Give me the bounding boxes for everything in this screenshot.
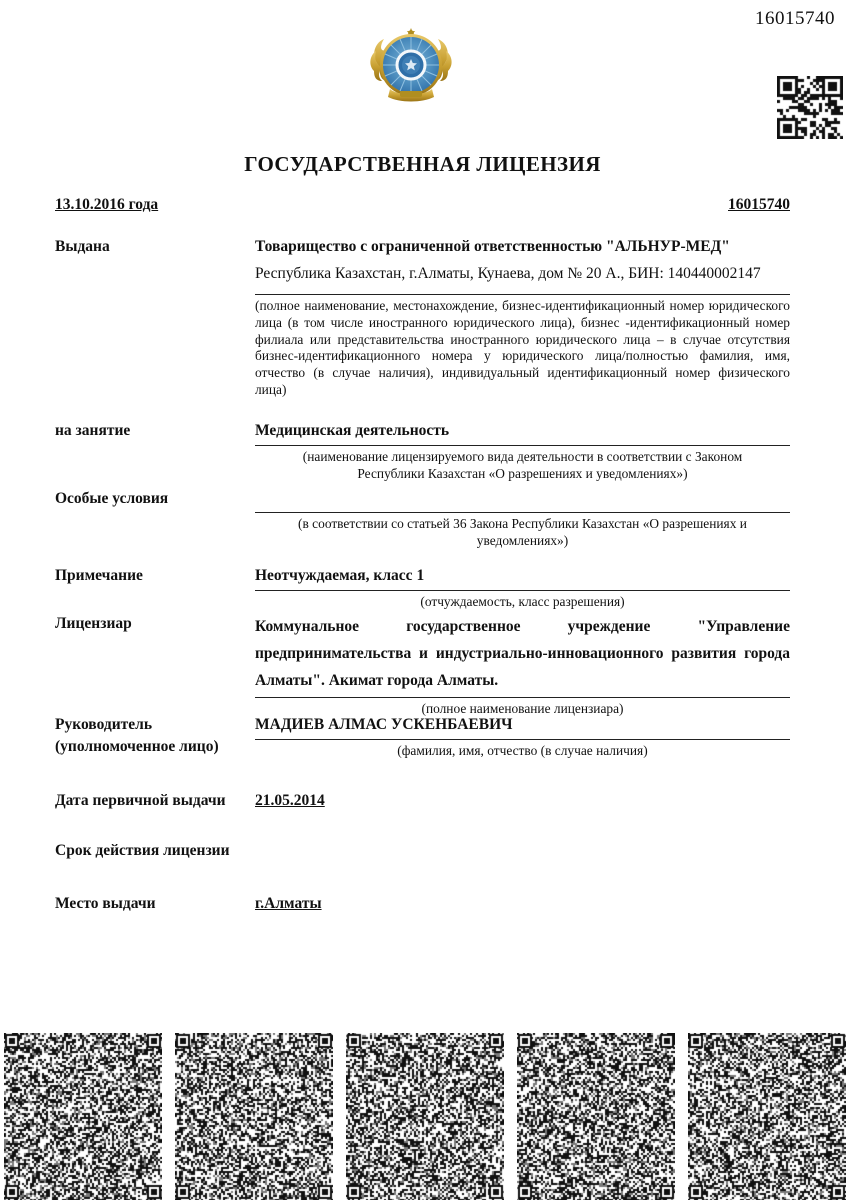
barcode-block bbox=[346, 1033, 504, 1200]
divider-line bbox=[255, 590, 790, 591]
kazakhstan-coat-of-arms-icon bbox=[364, 27, 458, 116]
barcode-block bbox=[517, 1033, 675, 1200]
divider-line bbox=[255, 294, 790, 295]
field-remark-label: Примечание bbox=[55, 567, 143, 584]
field-remark-note: (отчуждаемость, класс разрешения) bbox=[420, 594, 625, 609]
divider-line bbox=[255, 697, 790, 698]
document-title: ГОСУДАРСТВЕННАЯ ЛИЦЕНЗИЯ bbox=[244, 152, 601, 176]
field-licensor-note: (полное наименование лицензиара) bbox=[421, 701, 624, 716]
special-conditions-value bbox=[255, 488, 790, 512]
field-activity-label: на занятие bbox=[55, 422, 131, 439]
field-first-issue-date-label: Дата первичной выдачи bbox=[55, 792, 226, 809]
field-issued-to-label: Выдана bbox=[55, 238, 110, 255]
remark-value: Неотчуждаемая, класс 1 bbox=[255, 567, 425, 584]
field-head-label: Руководитель (уполномоченное лицо) bbox=[55, 716, 219, 755]
field-special-conditions bbox=[55, 488, 790, 550]
divider-line bbox=[255, 739, 790, 740]
field-head-note: (фамилия, имя, отчество (в случае наличия) bbox=[397, 743, 648, 758]
licensee-name: Товарищество с ограниченной ответственностью "АЛЬНУР-МЕД" bbox=[255, 238, 730, 255]
first-issue-date-value: 21.05.2014 bbox=[255, 792, 325, 809]
field-validity-period-label: Срок действия лицензии bbox=[55, 842, 230, 859]
field-first-issue-date bbox=[55, 790, 790, 812]
date-number-row bbox=[55, 196, 790, 214]
field-special-conditions-note: (в соответствии со статьей 36 Закона Республики Казахстан «О разрешениях и уведомлениях») bbox=[298, 516, 747, 548]
head-name: МАДИЕВ АЛМАС УСКЕНБАЕВИЧ bbox=[255, 716, 513, 733]
page-number: 16015740 bbox=[755, 8, 835, 29]
licensor-value: Коммунальное государственное учреждение "Управление предпринимательства и индустриально-инновационного развития города Алматы". Акимат города Алматы. bbox=[255, 618, 790, 689]
divider-line bbox=[255, 512, 790, 513]
licensee-address: Республика Казахстан, г.Алматы, Кунаева, дом № 20 А., БИН: 140440002147 bbox=[255, 265, 761, 282]
place-of-issue-value: г.Алматы bbox=[255, 895, 322, 912]
barcode-block bbox=[4, 1033, 162, 1200]
field-special-conditions-label: Особые условия bbox=[55, 490, 169, 507]
field-licensor-label: Лицензиар bbox=[55, 615, 132, 632]
field-remark bbox=[55, 565, 790, 611]
barcode-block bbox=[175, 1033, 333, 1200]
field-activity bbox=[55, 420, 790, 483]
field-activity-note: (наименование лицензируемого вида деятельности в соответствии с Законом Республики Казахстан «О разрешениях и уведомлениях») bbox=[302, 449, 743, 481]
divider-line bbox=[255, 445, 790, 446]
field-validity-period bbox=[55, 840, 790, 862]
field-place-of-issue-label: Место выдачи bbox=[55, 895, 156, 912]
field-head bbox=[55, 714, 790, 760]
license-number: 16015740 bbox=[728, 196, 790, 213]
barcode-strip bbox=[4, 1033, 846, 1200]
qr-code bbox=[777, 76, 843, 144]
field-issued-to-note: (полное наименование, местонахождение, бизнес-идентификационный номер юридического лица (в том числе иностранного юридического лица), бизнес -идентификационный номер филиала или представительства иностранного юридического лица – в случае отсутствия бизнес-идентификационного номера у юридического лица/полностью фамилия, имя, отчество (в случае наличия), индивидуальный идентификационный номер физического лица) bbox=[255, 298, 790, 397]
field-licensor bbox=[55, 613, 790, 718]
field-issued-to bbox=[55, 236, 790, 399]
field-place-of-issue bbox=[55, 893, 790, 915]
issue-date: 13.10.2016 года bbox=[55, 196, 159, 213]
barcode-block bbox=[688, 1033, 846, 1200]
activity-value: Медицинская деятельность bbox=[255, 422, 450, 439]
